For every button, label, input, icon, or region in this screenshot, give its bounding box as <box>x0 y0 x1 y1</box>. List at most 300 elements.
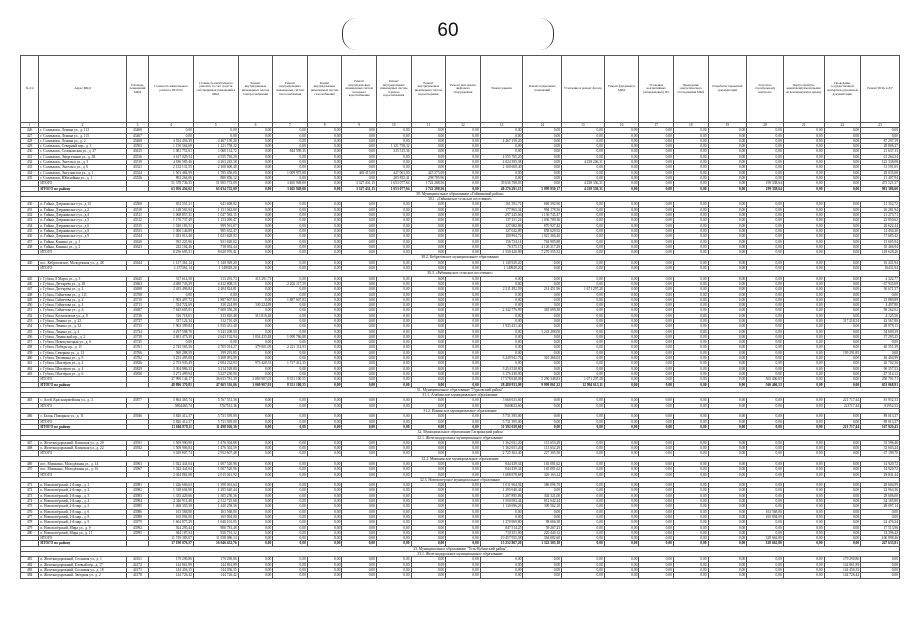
value-cell: 0,00 <box>376 228 411 233</box>
value-cell: 0,00 <box>673 499 708 504</box>
value-cell: 0,00 <box>238 149 273 154</box>
value-cell: 0,00 <box>342 250 377 255</box>
value-cell: 0,00 <box>273 213 308 218</box>
value-cell: 0,00 <box>411 276 446 281</box>
value-cell: 0,00 <box>273 250 308 255</box>
value-cell: 144 861,89 <box>193 562 238 567</box>
value-cell: 0,00 <box>783 541 824 546</box>
value-cell: 0,00 <box>562 266 605 271</box>
value-cell: 0,00 <box>639 356 674 361</box>
value-cell: 0,00 <box>376 493 411 498</box>
value-cell: 0,00 <box>342 356 377 361</box>
value-cell: 0,00 <box>562 244 605 249</box>
value-cell: 0,00 <box>562 138 605 143</box>
value-cell: 5 731 395,00 <box>480 414 523 419</box>
value-cell: 0,00 <box>673 403 708 408</box>
value-cell: 0,00 <box>639 228 674 233</box>
value-cell: 0,00 <box>480 303 523 308</box>
value-cell: 0,00 <box>673 398 708 403</box>
value-cell: 4 467 159,20 <box>193 138 238 143</box>
row-number: 434 <box>21 170 39 175</box>
value-cell: 0,00 <box>376 207 411 212</box>
value-cell: 0,00 <box>273 228 308 233</box>
value-cell: 313 810,48 <box>238 313 273 318</box>
value-cell: 0,00 <box>673 488 708 493</box>
value-cell: 0,00 <box>824 509 861 514</box>
value-cell: 0,00 <box>708 530 747 535</box>
value-cell: 0,00 <box>604 541 639 546</box>
value-cell: 0,00 <box>238 218 273 223</box>
value-cell: 0,00 <box>523 345 562 350</box>
value-cell: 0,00 <box>861 557 900 562</box>
value-cell: 0,00 <box>562 334 605 339</box>
value-cell: 0,00 <box>411 223 446 228</box>
column-number: 9 <box>342 123 377 128</box>
value-cell: 0,00 <box>411 250 446 255</box>
value-cell: 0,00 <box>747 149 784 154</box>
value-cell: 0,00 <box>376 514 411 519</box>
value-cell: 0,00 <box>446 276 481 281</box>
value-cell: 4 238 336,31 <box>562 186 605 191</box>
row-number: 427 <box>21 133 39 138</box>
value-cell: 0,00 <box>639 483 674 488</box>
value-cell: 1 157361,14 <box>149 266 194 271</box>
value-cell: 0,00 <box>708 266 747 271</box>
value-cell: 0,00 <box>376 467 411 472</box>
value-cell: 0,00 <box>562 499 605 504</box>
value-cell: 163 081,62 <box>523 467 562 472</box>
value-cell: 0,00 <box>446 382 481 387</box>
value-cell: 0,00 <box>480 329 523 334</box>
value-cell: 0,00 <box>708 175 747 180</box>
value-cell: 1 722 288,56 <box>411 181 446 186</box>
value-cell: 0,00 <box>411 398 446 403</box>
value-cell: 0,00 <box>562 202 605 207</box>
value-cell: 0,00 <box>673 292 708 297</box>
address-cell: г. Губаха, Гайнетова ул., д. 4 <box>39 303 126 308</box>
value-cell: 165 094,00 <box>193 514 238 519</box>
value-cell: 0,00 <box>376 520 411 525</box>
row-number: 457 <box>21 340 39 345</box>
value-cell: 43981 <box>126 483 148 488</box>
value-cell: 0,00 <box>480 340 523 345</box>
value-cell: 0,00 <box>639 493 674 498</box>
value-cell: 0,00 <box>708 504 747 509</box>
value-cell: 13 605,94 <box>861 239 900 244</box>
value-cell: 0,00 <box>708 303 747 308</box>
value-cell: 0,00 <box>639 318 674 323</box>
value-cell: 0,00 <box>783 361 824 366</box>
value-cell: 0,00 <box>783 287 824 292</box>
value-cell: 0,00 <box>342 525 377 530</box>
value-cell: 43726 <box>126 313 148 318</box>
value-cell: 0,00 <box>411 371 446 376</box>
value-cell: 0,00 <box>307 562 342 567</box>
value-cell: 844 439,34 <box>480 462 523 467</box>
value-cell: 214 451,96 <box>523 287 562 292</box>
value-cell: 0,00 <box>411 419 446 424</box>
value-cell: 0,00 <box>708 557 747 562</box>
address-cell: п. Новохопёрский, 2-й мкр., д. 3 <box>39 493 126 498</box>
value-cell: 0,00 <box>824 202 861 207</box>
value-cell: 0,00 <box>562 504 605 509</box>
value-cell: 0,00 <box>238 499 273 504</box>
column-number: 22 <box>824 123 861 128</box>
value-cell: 0,00 <box>604 276 639 281</box>
value-cell: 2 725 302,40 <box>480 451 523 456</box>
value-cell: 0,00 <box>273 440 308 445</box>
value-cell: 5 864 465,74 <box>149 398 194 403</box>
value-cell: 5 820 412,37 <box>149 419 194 424</box>
value-cell: 0,00 <box>747 223 784 228</box>
address-cell: п. Новохопёрский, 2-й мкр., д. 2 <box>39 488 126 493</box>
value-cell: 0,00 <box>238 567 273 572</box>
value-cell: 0,00 <box>783 133 824 138</box>
value-cell: 12 904 613,11 <box>562 382 605 387</box>
value-cell: 0,00 <box>376 160 411 165</box>
value-cell: 0,00 <box>342 223 377 228</box>
value-cell: 0,00 <box>639 499 674 504</box>
value-cell: 0,00 <box>273 536 308 541</box>
value-cell: 0,00 <box>783 308 824 313</box>
value-cell: 0,00 <box>604 483 639 488</box>
value-cell: 312 710,49 <box>193 318 238 323</box>
value-cell: 16 431,94 <box>861 260 900 265</box>
section-title: 30.2. Кебратовское муниципальное образование <box>21 255 900 260</box>
row-number: 435 <box>21 228 39 233</box>
value-cell: 0,00 <box>307 451 342 456</box>
value-cell: 11 558 086,14 <box>193 536 238 541</box>
value-cell: 0,00 <box>824 250 861 255</box>
address-cell: г. Губаха, Гайнетова ул., д. 2 <box>39 297 126 302</box>
value-cell: 0,00 <box>307 329 342 334</box>
value-cell: 3 249 941,76 <box>480 356 523 361</box>
value-cell: 999 561,07 <box>193 223 238 228</box>
value-cell: 1 688 878,68 <box>480 472 523 477</box>
value-cell: 330 224,89 <box>193 303 238 308</box>
value-cell: 0,00 <box>673 440 708 445</box>
address-cell: ИТОГО <box>39 250 126 255</box>
value-cell: 0,00 <box>238 472 273 477</box>
value-cell: 0,00 <box>673 303 708 308</box>
value-cell: 43963 <box>126 462 148 467</box>
value-cell: 0,00 <box>342 308 377 313</box>
value-cell: 4 497,80 <box>861 303 900 308</box>
value-cell: 0,00 <box>604 462 639 467</box>
column-number: 14 <box>523 123 562 128</box>
value-cell: 313 810,48 <box>193 313 238 318</box>
value-cell: 1 000 146,89 <box>149 228 194 233</box>
value-cell: 0,00 <box>238 403 273 408</box>
value-cell: 0,00 <box>708 371 747 376</box>
address-cell: п. Новохопёрский, Мира ул., д. 9 <box>39 525 126 530</box>
value-cell: 0,00 <box>604 149 639 154</box>
value-cell: 43698 <box>126 287 148 292</box>
value-cell: 0,00 <box>273 488 308 493</box>
value-cell: 3 176 230,00 <box>480 371 523 376</box>
value-cell: 26 702,56 <box>861 361 900 366</box>
value-cell: 0,00 <box>562 403 605 408</box>
value-cell: 0,00 <box>562 493 605 498</box>
value-cell: 0,00 <box>376 440 411 445</box>
value-cell: 0,00 <box>604 525 639 530</box>
value-cell: 0,00 <box>604 138 639 143</box>
row-number: 450 <box>21 303 39 308</box>
value-cell: 149 628,26 <box>861 250 900 255</box>
value-cell: 0,00 <box>238 488 273 493</box>
value-cell: 0,00 <box>411 356 446 361</box>
value-cell: 0,00 <box>480 292 523 297</box>
value-cell: 0,00 <box>342 509 377 514</box>
value-cell: 0,00 <box>446 138 481 143</box>
value-cell: 0,00 <box>446 467 481 472</box>
value-cell: 0,00 <box>376 499 411 504</box>
address-cell: г. Соликамск, Соликамская ул., д. 37 <box>39 149 126 154</box>
value-cell: 2 100 600,40 <box>480 165 523 170</box>
row-number: 435 <box>21 175 39 180</box>
value-cell: 0,00 <box>673 149 708 154</box>
value-cell: 2 745 565,56 <box>149 345 194 350</box>
value-cell: 0,00 <box>446 371 481 376</box>
row-number: 438 <box>21 244 39 249</box>
value-cell: 0,00 <box>411 493 446 498</box>
value-cell: 0,00 <box>708 170 747 175</box>
value-cell: 0,00 <box>376 218 411 223</box>
value-cell: 0,00 <box>708 223 747 228</box>
value-cell: 0,00 <box>824 414 861 419</box>
value-cell: 2 044 882,08 <box>149 472 194 477</box>
value-cell: 0,00 <box>708 403 747 408</box>
value-cell: 0,00 <box>747 128 784 133</box>
value-cell: 61 264,34 <box>861 154 900 159</box>
value-cell: 0,00 <box>747 562 784 567</box>
value-cell: 0,00 <box>238 530 273 535</box>
value-cell: 0,00 <box>604 287 639 292</box>
column-header: Ремонт внутридомовых инженерных систем горячего водоснабжения <box>376 56 411 123</box>
value-cell: 4 617 029,54 <box>149 154 194 159</box>
value-cell: 0,00 <box>342 371 377 376</box>
value-cell: 0,00 <box>411 504 446 509</box>
value-cell: 0,00 <box>747 213 784 218</box>
value-cell: 0,00 <box>783 403 824 408</box>
value-cell: 0,00 <box>783 462 824 467</box>
value-cell: 0,00 <box>708 424 747 429</box>
value-cell: 0,00 <box>342 488 377 493</box>
value-cell: 5 767 531,36 <box>193 398 238 403</box>
value-cell: 0,00 <box>342 557 377 562</box>
value-cell: 0,00 <box>307 419 342 424</box>
value-cell: 0,00 <box>708 165 747 170</box>
value-cell: 1 509 906,84 <box>149 446 194 451</box>
value-cell: 0,00 <box>673 138 708 143</box>
value-cell: 0,00 <box>446 297 481 302</box>
value-cell: 0,00 <box>411 509 446 514</box>
column-header: Переустройство невентилируемой крыши на вентилируемую крышу <box>783 56 824 123</box>
value-cell: 0,00 <box>708 149 747 154</box>
value-cell: 0,00 <box>783 414 824 419</box>
value-cell: 0,00 <box>273 133 308 138</box>
value-cell: 0,00 <box>376 239 411 244</box>
value-cell: 0,00 <box>604 308 639 313</box>
value-cell: 43877 <box>126 398 148 403</box>
value-cell: 0,00 <box>639 324 674 329</box>
value-cell: 0,00 <box>238 424 273 429</box>
value-cell: 0,00 <box>562 303 605 308</box>
value-cell: 1 054 435,48 <box>238 334 273 339</box>
value-cell: 0,00 <box>562 509 605 514</box>
value-cell: 43932 <box>126 446 148 451</box>
section-title: 30. Муниципальное образование «Гайнинский район» <box>21 191 900 196</box>
column-number: 17 <box>639 123 674 128</box>
value-cell: 0,00 <box>747 424 784 429</box>
value-cell: 0,00 <box>149 340 194 345</box>
value-cell: 5 099 950,17 <box>523 186 562 191</box>
value-cell: 0,00 <box>238 223 273 228</box>
value-cell: 0,00 <box>238 541 273 546</box>
value-cell: 44173 <box>126 567 148 572</box>
value-cell: 0,00 <box>238 419 273 424</box>
value-cell: 127 022,89 <box>480 228 523 233</box>
value-cell: 0,00 <box>411 530 446 535</box>
column-number: 10 <box>376 123 411 128</box>
value-cell: 0,00 <box>747 292 784 297</box>
value-cell: 0,00 <box>307 160 342 165</box>
value-cell: 0,00 <box>411 377 446 382</box>
value-cell: 0,00 <box>238 207 273 212</box>
value-cell: 0,00 <box>824 239 861 244</box>
value-cell: 0,00 <box>307 493 342 498</box>
value-cell: 2 221 112,93 <box>273 345 308 350</box>
value-cell: 0,00 <box>273 138 308 143</box>
value-cell: 0,00 <box>480 562 523 567</box>
address-cell: ИТОГО по району <box>39 382 126 387</box>
value-cell: 0,00 <box>708 324 747 329</box>
value-cell: 1 362 651,20 <box>480 446 523 451</box>
value-cell: 0,00 <box>411 313 446 318</box>
value-cell: 0,00 <box>747 308 784 313</box>
value-cell: 0,00 <box>480 345 523 350</box>
value-cell: 43829 <box>126 366 148 371</box>
value-cell: 9 999 861,32 <box>523 382 562 387</box>
value-cell: 0,00 <box>639 260 674 265</box>
section-title: 31.2. Ильинское муниципальное образование <box>21 409 900 414</box>
value-cell: 0,00 <box>783 514 824 519</box>
value-cell: 0,00 <box>523 292 562 297</box>
value-cell: 0,00 <box>446 520 481 525</box>
value-cell: 1 653 077,64 <box>376 181 411 186</box>
address-cell: г. Соликамск, Ленина ул., д. 115 <box>39 133 126 138</box>
value-cell: 0,00 <box>673 175 708 180</box>
value-cell: 0,00 <box>639 266 674 271</box>
value-cell: 0,00 <box>273 493 308 498</box>
value-cell: 0,00 <box>411 525 446 530</box>
value-cell: 0,00 <box>708 213 747 218</box>
value-cell: 0,00 <box>604 170 639 175</box>
value-cell: 0,00 <box>523 567 562 572</box>
value-cell: 43988 <box>126 514 148 519</box>
value-cell: 0,00 <box>446 424 481 429</box>
value-cell: 89 013,37 <box>861 414 900 419</box>
value-cell: 0,00 <box>307 403 342 408</box>
value-cell: 0,00 <box>446 525 481 530</box>
row-number: 483 <box>21 567 39 572</box>
value-cell: 0,00 <box>708 451 747 456</box>
address-cell: ИТОГО по району <box>39 424 126 429</box>
value-cell: 0,00 <box>708 488 747 493</box>
value-cell: 0,00 <box>480 557 523 562</box>
address-cell: п. Новохопёрский, 2-й мкр., д. 8 <box>39 514 126 519</box>
value-cell: 0,00 <box>639 133 674 138</box>
value-cell: 0,00 <box>824 287 861 292</box>
value-cell: 16431,94 <box>861 266 900 271</box>
address-cell: ИТОГО <box>39 403 126 408</box>
value-cell: 0,00 <box>783 324 824 329</box>
value-cell: 0,00 <box>238 186 273 191</box>
value-cell: 67 935,09 <box>861 281 900 286</box>
value-cell: 43708 <box>126 292 148 297</box>
value-cell: 0,00 <box>342 562 377 567</box>
row-number: 445 <box>21 276 39 281</box>
value-cell: 0,00 <box>604 419 639 424</box>
value-cell: 0,00 <box>273 308 308 313</box>
value-cell: 0,00 <box>673 382 708 387</box>
value-cell: 0,00 <box>307 462 342 467</box>
value-cell: 3 327 431,15 <box>342 186 377 191</box>
value-cell: 566 466,53 <box>747 382 784 387</box>
value-cell: 0,00 <box>376 361 411 366</box>
value-cell: 0,00 <box>411 292 446 297</box>
value-cell: 0,00 <box>861 514 900 519</box>
value-cell: 14 494,38 <box>861 228 900 233</box>
value-cell: 0,00 <box>639 514 674 519</box>
value-cell: 205 852,41 <box>376 175 411 180</box>
value-cell: 0,00 <box>273 514 308 519</box>
value-cell: 0,00 <box>783 250 824 255</box>
value-cell: 0,00 <box>639 573 674 578</box>
value-cell: 22 964,36 <box>861 488 900 493</box>
value-cell: 0,00 <box>238 266 273 271</box>
value-cell: 0,00 <box>783 567 824 572</box>
value-cell: 0,00 <box>783 371 824 376</box>
value-cell: 43467 <box>126 133 148 138</box>
address-cell: с. Алей, Красноармейская ул., д. 4 <box>39 398 126 403</box>
value-cell: 0,00 <box>747 467 784 472</box>
value-cell: 0,00 <box>708 446 747 451</box>
value-cell: 0,00 <box>411 324 446 329</box>
value-cell: 669 392,90 <box>523 202 562 207</box>
value-cell: 0,00 <box>639 308 674 313</box>
value-cell: 0,00 <box>342 504 377 509</box>
value-cell: 0,00 <box>747 557 784 562</box>
value-cell: 4 126 317,29 <box>523 244 562 249</box>
value-cell: 0,00 <box>411 154 446 159</box>
value-cell: 0,00 <box>708 493 747 498</box>
value-cell: 0,00 <box>446 324 481 329</box>
value-cell: 0,00 <box>673 451 708 456</box>
value-cell: 34 185,80 <box>861 499 900 504</box>
value-cell: 43516 <box>126 154 148 159</box>
column-number: 13 <box>480 123 523 128</box>
value-cell: 0,00 <box>783 424 824 429</box>
value-cell: 23 850,62 <box>861 218 900 223</box>
value-cell: 8 351 100,55 <box>273 377 308 382</box>
value-cell: 0,00 <box>238 398 273 403</box>
value-cell: 0,00 <box>273 530 308 535</box>
value-cell: 43468 <box>126 138 148 143</box>
value-cell: 0,00 <box>562 165 605 170</box>
value-cell: 17 685,42 <box>861 234 900 239</box>
value-cell: 0,00 <box>747 573 784 578</box>
